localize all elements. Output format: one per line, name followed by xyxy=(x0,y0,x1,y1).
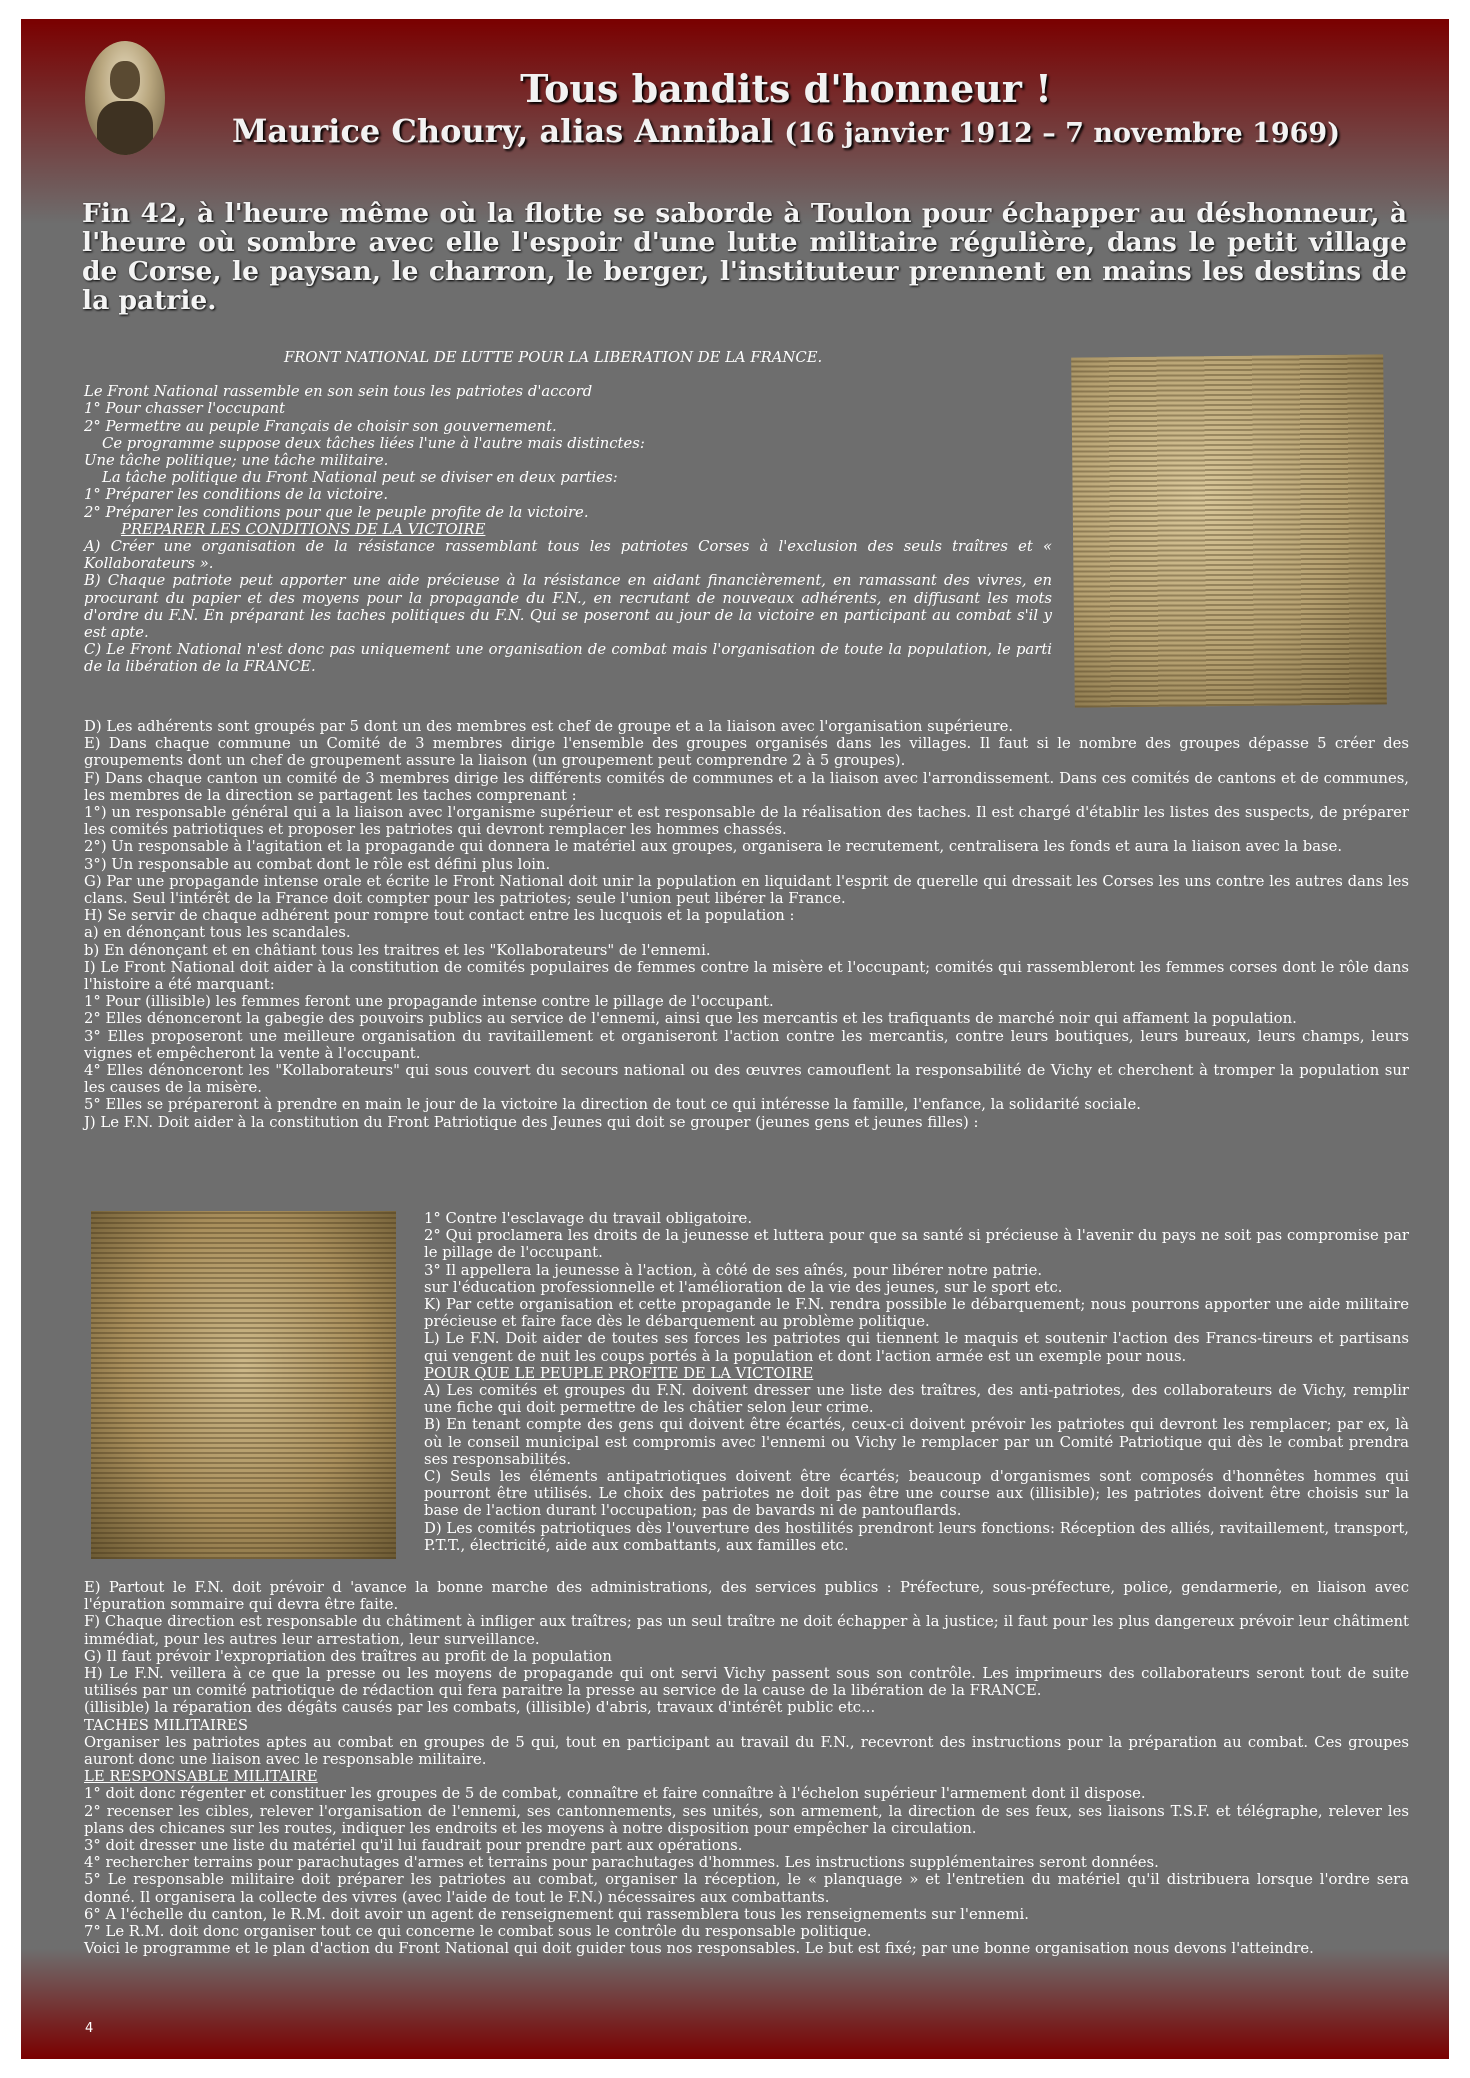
section-1-line: Une tâche politique; une tâche militaire. xyxy=(84,452,389,470)
section-2-line: H) Se servir de chaque adhérent pour rompre tout contact entre les lucquois et la population : xyxy=(84,907,795,925)
section-2-line: 1°) un responsable général qui a la liaison avec l'organisme supérieur et est responsable de la réalisation des taches. Il est chargé d'établir les listes des suspects, de préparer les comités patriotiques et proposer les patriotes qui devront remplacer les hommes chassés. xyxy=(84,804,1409,839)
section-1-line: La tâche politique du Front National peut se diviser en deux parties: xyxy=(102,469,618,487)
section-4-line: 4° rechercher terrains pour parachutages d'armes et terrains pour parachutages d'hommes. Les instructions supplémentaires seront données. xyxy=(84,1854,1159,1872)
section-1-line: 2° Préparer les conditions pour que le peuple profite de la victoire. xyxy=(84,503,589,521)
section-2-line: 3° Elles proposeront une meilleure organisation du ravitaillement et organiseront l'action contre les mercantis, contre leurs boutiques, leurs bureaux, leurs champs, leurs vignes et empêcheront la vente à l'occupant. xyxy=(84,1027,1409,1062)
portrait-body xyxy=(97,101,153,155)
section-1-line: 1° Préparer les conditions de la victoire. xyxy=(84,486,389,504)
section-1-line: C) Le Front National n'est donc pas uniquement une organisation de combat mais l'organisation de toute la population, le parti de la libération de la FRANCE. xyxy=(84,641,1052,676)
subtitle-name: Maurice Choury, alias Annibal xyxy=(232,112,774,150)
section-2-line: F) Dans chaque canton un comité de 3 membres dirige les différents comités de communes et a la liaison avec l'arrondissement. Dans ces comités de cantons et de communes, les membres de la direction se partagent les taches comprenant : xyxy=(84,769,1409,804)
section-4-line: 1° doit donc régenter et constituer les groupes de 5 de combat, connaître et faire connaître à l'échelon supérieur l'armement dont il dispose. xyxy=(84,1785,1146,1803)
portrait-head xyxy=(110,61,140,99)
section-4-line: Voici le programme et le plan d'action du Front National qui doit guider tous nos responsables. Le but est fixé; par une bonne organisation nous devons l'atteindre. xyxy=(84,1940,1314,1958)
subtitle-dates: (16 janvier 1912 – 7 novembre 1969) xyxy=(784,118,1340,149)
section-3-line: A) Les comités et groupes du F.N. doivent dresser une liste des traîtres, des anti-patriotes, des collaborateurs de Vichy, remplir une fiche qui doit permettre de les châtier selon leur crime. xyxy=(424,1382,1409,1417)
section-3 xyxy=(424,1210,1409,1554)
section-1-spacer xyxy=(84,366,1052,383)
section-4-line: 7° Le R.M. doit donc organiser tout ce qui concerne le combat sous le contrôle du responsable politique. xyxy=(84,1923,872,1941)
section-4-line: F) Chaque direction est responsable du châtiment à infliger aux traîtres; pas un seul traître ne doit échapper à la justice; il faut pour les plus dangereux prévoir leur châtiment immédiat, pour les autres leur arrestation, leur surveillance. xyxy=(84,1613,1409,1648)
section-3-line: sur l'éducation professionnelle et l'amélioration de la vie des jeunes, sur le sport etc. xyxy=(424,1278,1063,1296)
section-2-line: D) Les adhérents sont groupés par 5 dont un des membres est chef de groupe et a la liaison avec l'organisation supérieure. xyxy=(84,718,1014,735)
section-3-heading: POUR QUE LE PEUPLE PROFITE DE LA VICTOIRE xyxy=(424,1364,814,1382)
section-2-line: b) En dénonçant et en châtiant tous les traitres et les "Kollaborateurs" de l'ennemi. xyxy=(84,941,711,959)
section-4-heading: LE RESPONSABLE MILITAIRE xyxy=(84,1768,318,1786)
section-1-heading: FRONT NATIONAL DE LUTTE POUR LA LIBERATION DE LA FRANCE. xyxy=(284,349,823,366)
section-4-line: 6° A l'échelle du canton, le R.M. doit avoir un agent de renseignement qui rassemblera tous les renseignements sur l'ennemi. xyxy=(84,1905,1029,1923)
section-1 xyxy=(84,349,1052,676)
section-1-line: B) Chaque patriote peut apporter une aide précieuse à la résistance en aidant financièrement, en ramassant des vivres, en procurant du papier et des moyens pour la propagande du F.N., en recrutant de nouveaux adhérents, en diffusant les mots d'ordre du F.N. En préparant les taches politiques du F.N. Qui se poseront au jour de la victoire en participant au combat s'il y est apte. xyxy=(84,572,1052,642)
section-2-line: a) en dénonçant tous les scandales. xyxy=(84,924,351,942)
intro-paragraph: Fin 42, à l'heure même où la flotte se saborde à Toulon pour échapper au déshonneur, à l'heure où sombre avec elle l'espoir d'une lutte militaire régulière, dans le petit village de Corse, le paysan, le charron, le berger, l'instituteur prennent en mains les destins de la patrie. xyxy=(82,198,1407,316)
section-1-line: Ce programme suppose deux tâches liées l'une à l'autre mais distinctes: xyxy=(102,434,645,452)
portrait-photo xyxy=(85,41,165,155)
section-2 xyxy=(84,718,1409,1131)
section-4-line: G) Il faut prévoir l'expropriation des traîtres au profit de la population xyxy=(84,1647,612,1665)
section-3-line: K) Par cette organisation et cette propagande le F.N. rendra possible le débarquement; nous pourrons apporter une aide militaire précieuse et faire face dès le débarquement au problème politique. xyxy=(424,1296,1409,1331)
section-2-line: G) Par une propagande intense orale et écrite le Front National doit unir la population en liquidant l'esprit de querelle qui dressait les Corses les uns contre les autres dans les clans. Seul l'intérêt de la France doit compter pour les patriotes; seule l'union peut libérer la France. xyxy=(84,872,1409,908)
section-4-line: 3° doit dresser une liste du matériel qu'il lui faudrait pour prendre part aux opérations. xyxy=(84,1837,743,1855)
section-4-line: E) Partout le F.N. doit prévoir d 'avance la bonne marche des administrations, des services publics : Préfecture, sous-préfecture, police, gendarmerie, en liaison avec l'épuration sommaire qui devra être faite. xyxy=(84,1579,1409,1614)
section-3-line: 1° Contre l'esclavage du travail obligatoire. xyxy=(424,1210,753,1227)
section-2-line: J) Le F.N. Doit aider à la constitution du Front Patriotique des Jeunes qui doit se grouper (jeunes gens et jeunes filles) : xyxy=(84,1113,979,1131)
section-1-line: Le Front National rassemble en son sein tous les patriotes d'accord xyxy=(84,383,593,401)
section-2-line: E) Dans chaque commune un Comité de 3 membres dirige l'ensemble des groupes organisés dans les villages. Il faut si le nombre des groupes dépasse 5 créer des groupements dont un chef de groupement assure la liaison (un groupement peut comprendre 2 à 5 groupes). xyxy=(84,735,1409,770)
section-2-line: 1° Pour (illisible) les femmes feront une propagande intense contre le pillage de l'occupant. xyxy=(84,993,774,1011)
section-4-line: (illisible) la réparation des dégâts causés par les combats, (illisible) d'abris, travaux d'intérêt public etc... xyxy=(84,1699,876,1717)
section-1-line: A) Créer une organisation de la résistance rassemblant tous les patriotes Corses à l'exclusion des seuls traîtres et « Kollaborateurs ». xyxy=(84,538,1052,573)
section-2-line: 2°) Un responsable à l'agitation et la propagande qui donnera le matériel aux groupes, organisera le recrutement, centralisera les fonds et aura la liaison avec la base. xyxy=(84,838,1343,856)
section-2-line: 2° Elles dénonceront la gabegie des pouvoirs publics au service de l'ennemi, ainsi que les mercantis et les trafiquants de marché noir qui affament la population. xyxy=(84,1010,1297,1028)
section-2-line: 3°) Un responsable au combat dont le rôle est défini plus loin. xyxy=(84,855,551,873)
section-4-line: 5° Le responsable militaire doit préparer les patriotes au combat, organiser la réception, le « planquage » et l'entretien du matériel qu'il distribuera lorsque l'ordre sera donné. Il organisera la collecte des vivres (avec l'aide de tout le F.N.) nécessaires aux combattants. xyxy=(84,1871,1409,1906)
section-3-line: 3° Il appellera la jeunesse à l'action, à côté de ses aînés, pour libérer notre patrie. xyxy=(424,1261,1043,1279)
section-2-line: 4° Elles dénonceront les "Kollaborateurs" qui sous couvert du secours national ou des œuvres camouflent la responsabilité de Vichy et cherchent à tromper la population sur les causes de la misère. xyxy=(84,1062,1409,1097)
section-1-line: 2° Permettre au peuple Français de choisir son gouvernement. xyxy=(84,417,557,435)
section-3-line: C) Seuls les éléments antipatriotiques doivent être écartés; beaucoup d'organismes sont composés d'honnêtes hommes qui pourront être utilisés. Le choix des patriotes ne doit pas être une course aux (illisible); les patriotes doivent être choisis sur la base de l'action durant l'occupation; pas de bavards ni de pantouflards. xyxy=(424,1468,1409,1520)
section-2-line: I) Le Front National doit aider à la constitution de comités populaires de femmes contre la misère et l'occupant; comités qui rassembleront les femmes corses dont le rôle dans l'histoire a été marquant: xyxy=(84,958,1409,994)
section-3-line: B) En tenant compte des gens qui doivent être écartés, ceux-ci doivent prévoir les patriotes qui devront les remplacer; par ex, là où le conseil municipal est compromis avec l'ennemi ou Vichy le remplacer par un Comité Patriotique qui dès le combat prendra ses responsabilités. xyxy=(424,1416,1409,1468)
section-4-line: Organiser les patriotes aptes au combat en groupes de 5 qui, tout en participant au travail du F.N., recevront des instructions pour la préparation au combat. Ces groupes auront donc une liaison avec le responsable militaire. xyxy=(84,1733,1409,1769)
section-1-line: 1° Pour chasser l'occupant xyxy=(84,400,286,418)
page-frame xyxy=(21,19,1449,2059)
section-4-line: 2° recenser les cibles, relever l'organisation de l'ennemi, ses cantonnements, ses unités, son armement, la direction de ses feux, ses liaisons T.S.F. et télégraphe, relever les plans des chicanes sur les routes, indiquer les endroits et les moyens à notre disposition pour empêcher la circulation. xyxy=(84,1802,1409,1837)
page-number: 4 xyxy=(85,2021,94,2036)
section-2-line: 5° Elles se prépareront à prendre en main le jour de la victoire la direction de tout ce qui intéresse la famille, l'enfance, la solidarité sociale. xyxy=(84,1096,1141,1114)
section-4-subheading: TACHES MILITAIRES xyxy=(84,1716,248,1734)
section-3-line: L) Le F.N. Doit aider de toutes ses forces les patriotes qui tiennent le maquis et soutenir l'action des Francs-tireurs et partisans qui vengent de nuit les coups portés à la population et dont l'action armée est un exemple pour nous. xyxy=(424,1330,1409,1365)
section-3-line: 2° Qui proclamera les droits de la jeunesse et luttera pour que sa santé si précieuse à l'avenir du pays ne soit pas compromise par le pillage de l'occupant. xyxy=(424,1227,1409,1262)
archive-document-image-2 xyxy=(91,1211,396,1559)
section-1-subheading: PREPARER LES CONDITIONS DE LA VICTOIRE xyxy=(121,520,486,538)
page-subtitle xyxy=(211,111,1361,154)
section-3-line: D) Les comités patriotiques dès l'ouverture des hostilités prendront leurs fonctions: Réception des alliés, ravitaillement, transport, P.T.T., électricité, aide aux combattants, aux familles etc. xyxy=(424,1519,1409,1554)
section-4 xyxy=(84,1579,1409,1957)
page-title: Tous bandits d'honneur ! xyxy=(520,66,1052,111)
section-4-line: H) Le F.N. veillera à ce que la presse ou les moyens de propagande qui ont servi Vichy passent sous son contrôle. Les imprimeurs des collaborateurs seront tout de suite utilisés par un comité patriotique de rédaction qui fera paraitre la presse au service de la cause de la libération de la FRANCE. xyxy=(84,1665,1409,1700)
archive-document-image-1 xyxy=(1071,354,1387,707)
